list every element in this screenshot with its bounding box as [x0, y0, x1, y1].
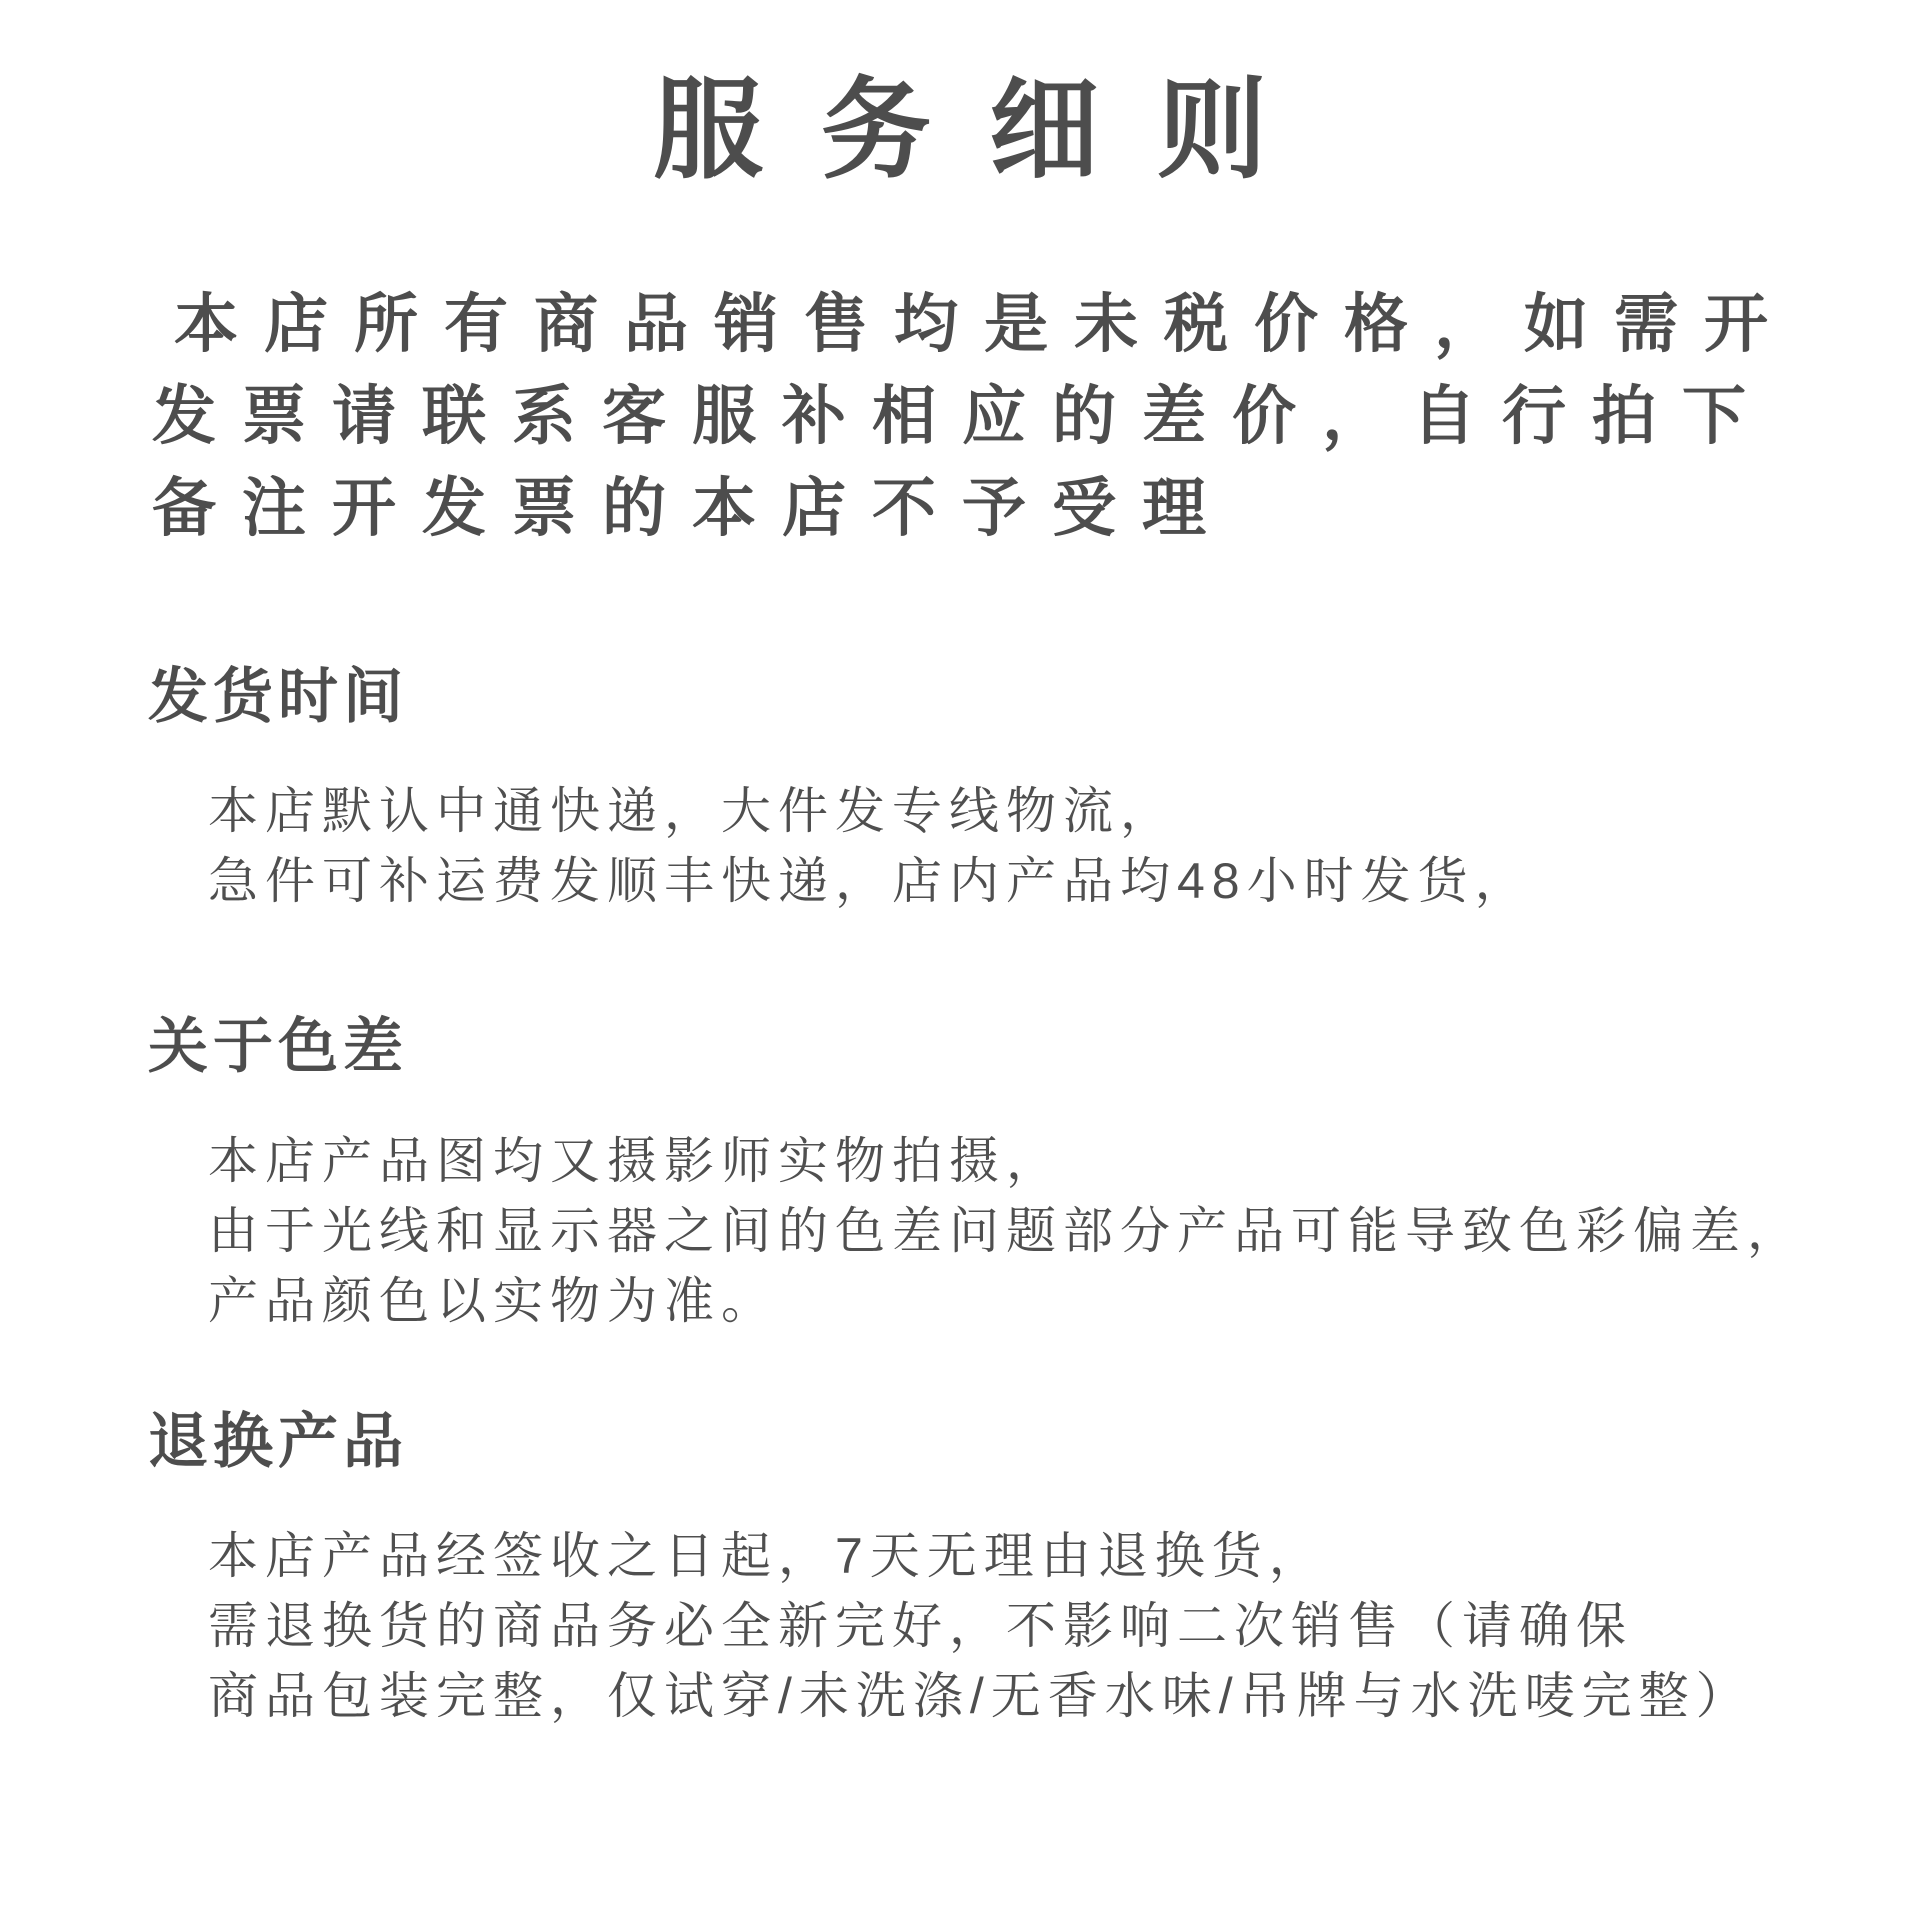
section-body-returns — [208, 1521, 1920, 1731]
color-line-3: 产品颜色以实物为准。 — [208, 1272, 778, 1329]
color-line-1: 本店产品图均又摄影师实物拍摄， — [208, 1132, 1063, 1189]
section-heading-returns: 退换产品 — [148, 1407, 408, 1475]
color-line-2: 由于光线和显示器之间的色差问题部分产品可能导致色彩偏差， — [208, 1202, 1804, 1259]
section-body-shipping-time — [208, 776, 1920, 916]
shipping-line-2: 急件可补运费发顺丰快递，店内产品均48小时发货， — [208, 852, 1532, 909]
intro-paragraph — [152, 278, 1860, 554]
intro-line-3: 备注开发票的本店不予受理 — [152, 471, 1232, 544]
returns-line-2: 需退换货的商品务必全新完好，不影响二次销售（请确保 — [208, 1597, 1633, 1654]
returns-line-1: 本店产品经签收之日起，7天无理由退换货， — [208, 1527, 1326, 1584]
section-shipping-time — [0, 662, 1920, 916]
section-color-difference — [0, 1012, 1920, 1336]
page-title: 服务细则 — [653, 69, 1325, 192]
section-returns — [0, 1407, 1920, 1731]
section-heading-shipping-time: 发货时间 — [148, 662, 408, 730]
shipping-line-1: 本店默认中通快递，大件发专线物流， — [208, 782, 1177, 839]
section-body-color-difference — [208, 1126, 1920, 1336]
returns-line-3: 商品包装完整，仅试穿/未洗涤/无香水味/吊牌与水洗唛完整） — [208, 1667, 1753, 1724]
section-heading-color-difference: 关于色差 — [148, 1012, 408, 1080]
intro-line-2: 发票请联系客服补相应的差价，自行拍下 — [152, 379, 1772, 452]
intro-line-1: 本店所有商品销售均是未税价格，如需开 — [174, 287, 1794, 360]
